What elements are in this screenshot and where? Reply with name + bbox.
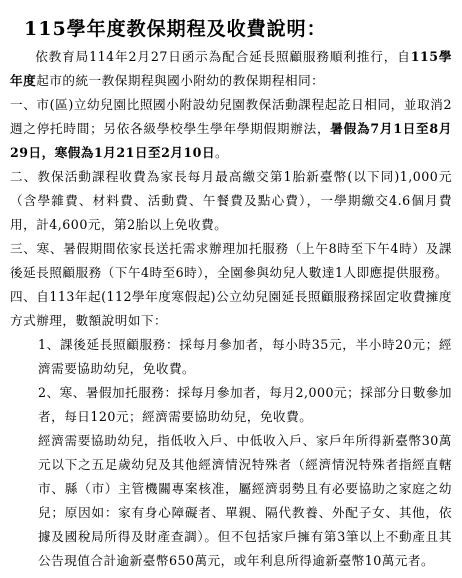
intro-line1: 依教育局114年2月27日函示為配合延長照顧服務順利推行，自 [35, 49, 411, 64]
item-one-text: 市(區)立幼兒園比照國小附設幼兒園教保活動課程起訖日相同，並取消2週之停托時間；另依各級學校學生學年學期假期辦法， [10, 97, 452, 136]
item-one-number: 一、 [10, 97, 37, 112]
item-two-number: 二、 [10, 169, 38, 184]
item-four-note-text: 經濟需要協助幼兒，指低收入戶、中低收入戶、家戶年所得新臺幣30萬元以下之五足歲幼兒及其他經濟情況特殊者（經濟情況特殊者指經直轄市、縣（市）主管機關專案核准，屬經濟弱勢且有必要協助之家庭之幼兒；原因如：家有身心障礙者、單親、隔代教養、外配子女、其他，依據及國稅局所得及財產查調）。但不包括家戶擁有第3筆以上不動產且其公告現值合計逾新臺幣650萬元，或年利息所得逾新臺幣10萬元者。 [38, 433, 452, 568]
item-three-text: 寒、暑假期間依家長送托需求辦理加托服務（上午8時至下午4時）及課後延長照顧服務（下午4時至6時），全園參與幼兒人數達1人即應提供服務。 [10, 241, 453, 280]
intro-school-year: 115學年度 [10, 49, 452, 88]
item-one-vacation-dates: 暑假為7月1日至8月29日，寒假為1月21日至2月10日 [10, 121, 453, 160]
item-two-text: 教保活動課程收費為家長每月最高繳交第1胎新臺幣(以下同)1,000元（含學雜費、材料費、活動費、午餐費及點心費），一學期繳交4.6個月費用，計4,600元，第2胎以上免收費。 [10, 169, 452, 232]
item-four-sub1 [38, 333, 452, 381]
intro-line2: 起市的統一教保期程與國小附幼的教保期程相同： [36, 73, 325, 88]
item-four-sub1-text: 課後延長照顧服務：採每月參加者，每小時35元，半小時20元；經濟需要協助幼兒，免收費。 [38, 337, 452, 376]
item-four-sub1-number: 1、 [38, 337, 60, 352]
item-four-note [38, 429, 452, 573]
item-four-sub2 [38, 381, 452, 429]
intro-paragraph [10, 45, 452, 93]
item-four-number: 四、 [10, 289, 37, 304]
page-title: 115學年度教保期程及收費說明： [24, 18, 327, 40]
item-four [10, 285, 452, 333]
item-one [10, 93, 452, 165]
item-four-text: 自113年起(112學年度寒假起)公立幼兒園延長照顧服務採固定收費擁度方式辦理，數額說明如下： [10, 289, 453, 328]
item-three-number: 三、 [10, 241, 37, 256]
item-one-end: 。 [215, 145, 229, 160]
item-two [10, 165, 452, 237]
item-four-sub2-text: 寒、暑假加托服務：採每月參加者，每月2,000元；採部分日數參加者，每日120元；經濟需要協助幼兒，免收費。 [38, 385, 453, 424]
item-three [10, 237, 452, 285]
item-four-sub2-number: 2、 [38, 385, 60, 400]
